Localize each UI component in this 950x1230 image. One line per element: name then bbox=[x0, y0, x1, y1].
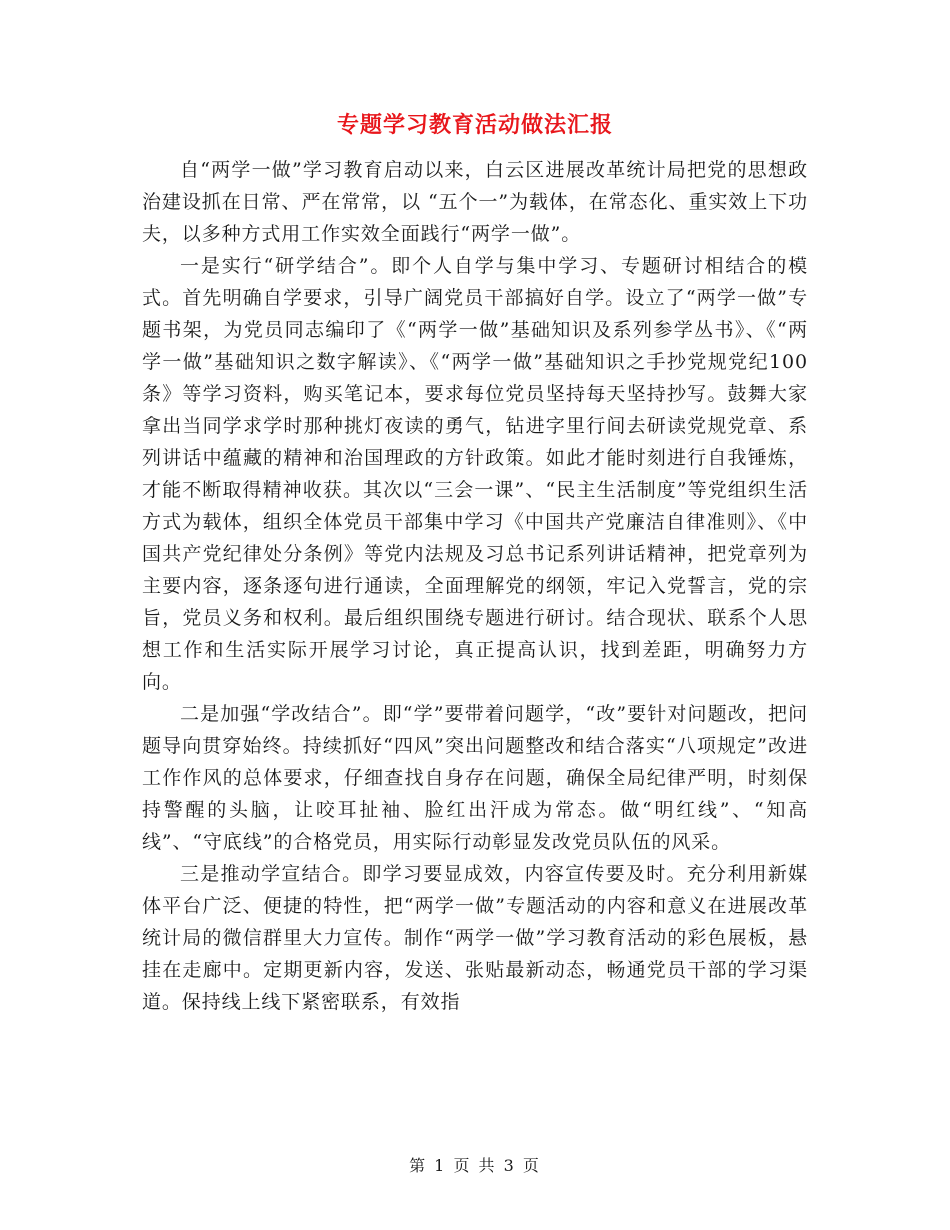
paragraph-study-reform: 二是加强“学改结合”。即“学”要带着问题学，“改”要针对问题改，把问题导向贯穿始终。持续抓好“四风”突出问题整改和结合落实“八项规定”改进工作作风的总体要求，仔细查找自身存在问题，确保全局纪律严明，时刻保持警醒的头脑，让咬耳扯袖、脸红出汗成为常态。做“明红线”、“知高线”、“守底线”的合格党员，用实际行动彰显发改党员队伍的风采。 bbox=[142, 703, 808, 853]
document-body bbox=[142, 154, 808, 1018]
page-number-footer: 第 1 页 共 3 页 bbox=[409, 1156, 541, 1175]
document-title: 专题学习教育活动做法汇报 bbox=[336, 112, 613, 138]
paragraph-intro: 自“两学一做”学习教育启动以来，白云区进展改革统计局把党的思想政治建设抓在日常、严在常常，以 “五个一”为载体，在常态化、重实效上下功夫，以多种方式用工作实效全面践行“两学一做”。 bbox=[142, 159, 808, 245]
paragraph-study-publicity: 三是推动学宣结合。即学习要显成效，内容宣传要及时。充分利用新媒体平台广泛、便捷的特性，把“两学一做”专题活动的内容和意义在进展改革统计局的微信群里大力宣传。制作“两学一做”学习教育活动的彩色展板，悬挂在走廊中。定期更新内容，发送、张贴最新动态，畅通党员干部的学习渠道。保持线上线下紧密联系，有效指 bbox=[142, 863, 808, 1013]
paragraph-study-research: 一是实行“研学结合”。即个人自学与集中学习、专题研讨相结合的模式。首先明确自学要求，引导广阔党员干部搞好自学。设立了“两学一做”专题书架，为党员同志编印了《“两学一做”基础知识及系列参学丛书》、《“两学一做”基础知识之数字解读》、《“两学一做”基础知识之手抄党规党纪100条》等学习资料，购买笔记本，要求每位党员坚持每天坚持抄写。鼓舞大家拿出当同学求学时那种挑灯夜读的勇气，钻进字里行间去研读党规党章、系列讲话中蕴藏的精神和治国理政的方针政策。如此才能时刻进行自我锤炼，才能不断取得精神收获。其次以“三会一课”、“民主生活制度”等党组织生活方式为载体，组织全体党员干部集中学习《中国共产党廉洁自律准则》、《中国共产党纪律处分条例》等党内法规及习总书记系列讲话精神，把党章列为主要内容，逐条逐句进行通读，全面理解党的纲领，牢记入党誓言，党的宗旨，党员义务和权利。最后组织围绕专题进行研讨。结合现状、联系个人思想工作和生活实际开展学习讨论，真正提高认识，找到差距，明确努力方向。 bbox=[142, 255, 808, 693]
